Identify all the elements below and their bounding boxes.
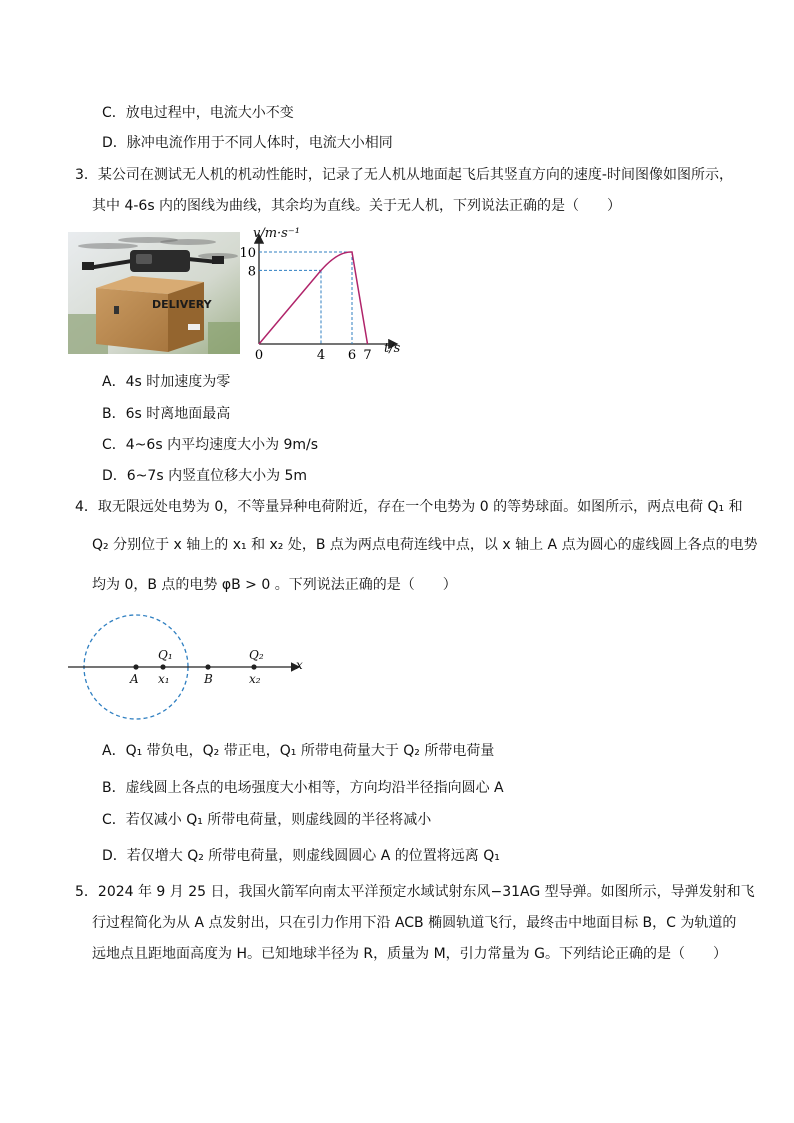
q3-option-c: C．4~6s 内平均速度大小为 9m/s (102, 437, 319, 453)
velocity-curve (259, 252, 368, 344)
label-x: x (296, 658, 303, 672)
charge-q1 (160, 664, 165, 669)
label-a: A (130, 672, 139, 686)
q3-option-a: A．4s 时加速度为零 (102, 374, 231, 390)
q4-option-c: C．若仅减小 Q₁ 所带电荷量，则虚线圆的半径将减小 (102, 812, 432, 828)
label-q2: Q₂ (249, 648, 264, 662)
charge-figure (66, 610, 316, 729)
velocity-time-chart (239, 226, 416, 366)
y-tick-10: 10 (239, 246, 256, 261)
option-d-q2: D．脉冲电流作用于不同人体时，电流大小相同 (102, 135, 393, 151)
point-a (133, 664, 138, 669)
x-axis-label: t/s (384, 341, 401, 356)
option-c-q2: C．放电过程中，电流大小不变 (102, 105, 294, 121)
label-x1: x₁ (158, 672, 170, 686)
q3-stem-line1: 3．某公司在测试无人机的机动性能时，记录了无人机从地面起飞后其竖直方向的速度-时间图像如图所示， (75, 167, 733, 183)
q5-stem-line2: 行过程简化为从 A 点发射出，只在引力作用下沿 ACB 椭圆轨道飞行，最终击中地面目标 B，C 为轨道的 (92, 915, 737, 931)
q5-stem-line3: 远地点且距地面高度为 H。已知地球半径为 R，质量为 M，引力常量为 G。下列结论正确的是（ ） (92, 946, 727, 962)
drone-photo (68, 232, 240, 354)
charge-q2 (251, 664, 256, 669)
q4-option-a: A．Q₁ 带负电，Q₂ 带正电，Q₁ 所带电荷量大于 Q₂ 所带电荷量 (102, 743, 495, 759)
label-b: B (204, 672, 213, 686)
label-q1: Q₁ (158, 648, 173, 662)
q4-stem-line2: Q₂ 分别位于 x 轴上的 x₁ 和 x₂ 处，B 点为两点电荷连线中点，以 x 轴上 A 点为圆心的虚线圆上各点的电势 (92, 537, 758, 553)
q4-option-d: D．若仅增大 Q₂ 所带电荷量，则虚线圆圆心 A 的位置将远离 Q₁ (102, 848, 500, 864)
q4-option-b: B．虚线圆上各点的电场强度大小相等，方向均沿半径指向圆心 A (102, 780, 504, 796)
q5-stem-line1: 5．2024 年 9 月 25 日，我国火箭军向南太平洋预定水域试射东风−31AG 型导弹。如图所示，导弹发射和飞 (75, 884, 755, 900)
q3-option-d: D．6~7s 内竖直位移大小为 5m (102, 468, 308, 484)
y-axis-label: v/m·s⁻¹ (253, 226, 300, 241)
q3-stem-line2: 其中 4-6s 内的图线为曲线，其余均为直线。关于无人机，下列说法正确的是（ ） (92, 198, 622, 214)
point-b (205, 664, 210, 669)
y-tick-8: 8 (247, 264, 256, 280)
label-x2: x₂ (249, 672, 261, 686)
x-tick-7: 7 (363, 348, 372, 363)
x-tick-4: 4 (316, 348, 326, 363)
q4-stem-line3: 均为 0，B 点的电势 φB > 0 。下列说法正确的是（ ） (92, 577, 457, 593)
x-tick-0: 0 (254, 348, 264, 363)
x-tick-6: 6 (347, 348, 357, 363)
q4-stem-line1: 4．取无限远处电势为 0，不等量异种电荷附近，存在一个电势为 0 的等势球面。如图所示，两点电荷 Q₁ 和 (75, 499, 743, 515)
box-label: DELIVERY (152, 298, 212, 311)
q3-option-b: B．6s 时离地面最高 (102, 406, 231, 422)
